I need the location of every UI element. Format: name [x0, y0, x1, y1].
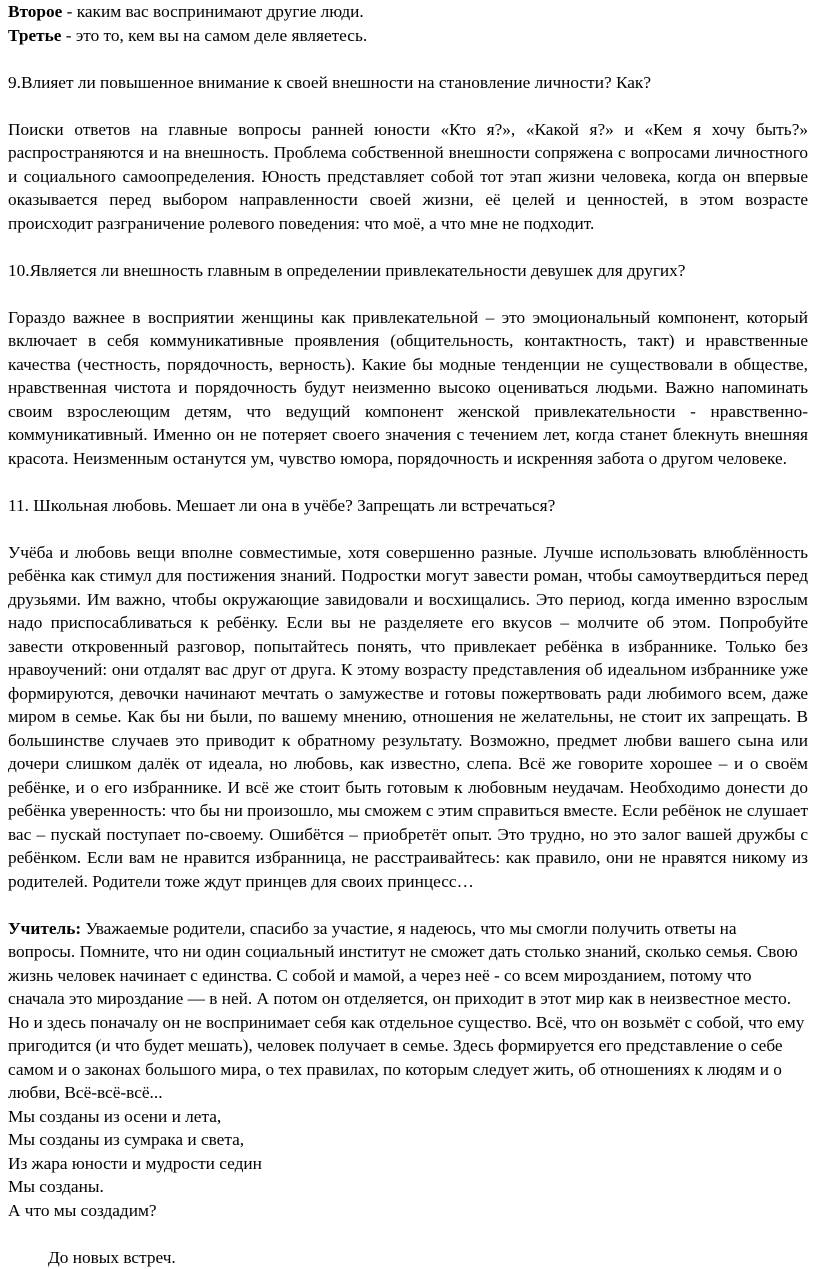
poem-line: Мы созданы из осени и лета, — [8, 1105, 808, 1129]
question-10: 10.Является ли внешность главным в определении привлекательности девушек для других? — [8, 259, 808, 283]
intro-third-bold: Третье — [8, 26, 61, 45]
poem-line: Мы созданы из сумрака и света, — [8, 1128, 808, 1152]
document-page — [8, 0, 808, 1269]
poem-line: Мы созданы. — [8, 1175, 808, 1199]
poem-line: А что мы создадим? — [8, 1199, 808, 1223]
spacer — [8, 94, 808, 118]
question-11: 11. Школьная любовь. Мешает ли она в учёбе? Запрещать ли встречаться? — [8, 494, 808, 518]
spacer — [8, 893, 808, 917]
teacher-speech — [8, 917, 808, 1105]
intro-line-second — [8, 0, 808, 24]
intro-line-third — [8, 24, 808, 48]
spacer — [8, 47, 808, 71]
spacer — [8, 1222, 808, 1246]
intro-second-bold: Второе — [8, 2, 62, 21]
closing-line: До новых встреч. — [8, 1246, 808, 1269]
answer-10: Гораздо важнее в восприятии женщины как привлекательной – это эмоциональный компонент, который включает в себя коммуникативные проявления (общительность, контактность, такт) и нравственные качества (честность, порядочность, верность). Какие бы модные тенденции не существовали в обществе, нравственная чистота и порядочность будут неизменно высоко оцениваться людьми. Важно напоминать своим взрослеющим детям, что ведущий компонент женской привлекательности - нравственно-коммуникативный. Именно он не потеряет своего значения с течением лет, когда станет блекнуть внешняя красота. Неизменным останутся ум, чувство юмора, порядочность и искренняя забота о другом человеке. — [8, 306, 808, 471]
spacer — [8, 517, 808, 541]
poem-line: Из жара юности и мудрости седин — [8, 1152, 808, 1176]
spacer — [8, 470, 808, 494]
intro-second-text: - каким вас воспринимают другие люди. — [62, 2, 363, 21]
intro-third-text: - это то, кем вы на самом деле являетесь. — [61, 26, 367, 45]
spacer — [8, 235, 808, 259]
answer-9: Поиски ответов на главные вопросы ранней юности «Кто я?», «Какой я?» и «Кем я хочу быть?» распространяются и на внешность. Проблема собственной внешности сопряжена с вопросами личностного и социального самоопределения. Юность представляет собой тот этап жизни человека, когда он впервые оказывается перед выбором направленности своей жизни, её целей и ценностей, в этом возрасте происходит разграничение ролевого поведения: что моё, а что мне не подходит. — [8, 118, 808, 236]
answer-11: Учёба и любовь вещи вполне совместимые, хотя совершенно разные. Лучше использовать влюблённость ребёнка как стимул для постижения знаний. Подростки могут завести роман, чтобы самоутвердиться перед друзьями. Им важно, чтобы окружающие завидовали и восхищались. Это период, когда именно взрослым надо приспосабливаться к ребёнку. Если вы не разделяете его вкусов – молчите об этом. Попробуйте завести откровенный разговор, попытайтесь понять, что привлекает ребёнка в избраннике. Только без нравоучений: они отдалят вас друг от друга. К этому возрасту представления об идеальном избраннике уже формируются, девочки начинают мечтать о замужестве и готовы пожертвовать ради любимого всем, даже миром в семье. Как бы ни были, по вашему мнению, отношения не желательны, не стоит их запрещать. В большинстве случаев это приводит к обратному результату. Возможно, предмет любви вашего сына или дочери слишком далёк от идеала, но любовь, как известно, слепа. Всё же говорите хорошее – и о своём ребёнке, и о его избраннике. И всё же стоит быть готовым к любовным неудачам. Необходимо донести до ребёнка уверенность: что бы ни произошло, мы сможем с этим справиться вместе. Если ребёнок не слушает вас – пускай поступает по-своему. Ошибётся – приобретёт опыт. Это трудно, но это залог вашей дружбы с ребёнком. Если вам не нравится избранница, не расстраивайтесь: как правило, они не нравятся никому из родителей. Родители тоже ждут принцев для своих принцесс… — [8, 541, 808, 894]
question-9: 9.Влияет ли повышенное внимание к своей внешности на становление личности? Как? — [8, 71, 808, 95]
teacher-text: Уважаемые родители, спасибо за участие, я надеюсь, что мы смогли получить ответы на вопросы. Помните, что ни один социальный институт не сможет дать столько знаний, сколько семья. Свою жизнь человек начинает с единства. С собой и мамой, а через неё - со всем мирозданием, потому что сначала это мироздание — в ней. А потом он отделяется, он приходит в этот мир как в неизвестное место. Но и здесь поначалу он не воспринимает себя как отдельное существо. Всё, что он возьмёт с собой, что ему пригодится (и что будет мешать), человек получает в семье. Здесь формируется его представление о себе самом и о законах большого мира, о тех правилах, по которым следует жить, об отношениях к людям и о любви, Всё-всё-всё... — [8, 919, 804, 1103]
spacer — [8, 282, 808, 306]
teacher-label: Учитель: — [8, 919, 81, 938]
